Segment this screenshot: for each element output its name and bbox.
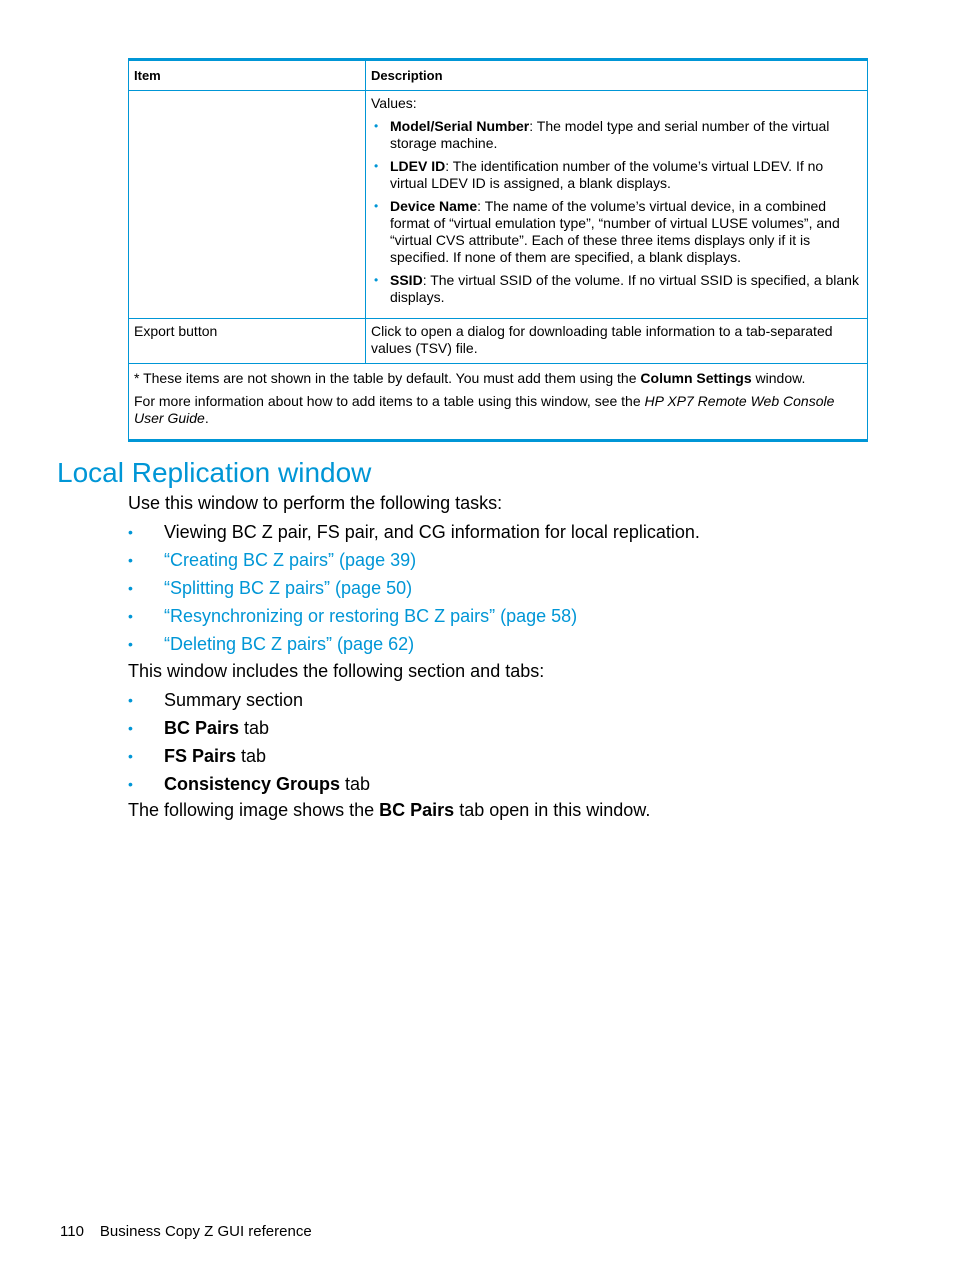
table-row bbox=[129, 91, 868, 319]
bullet-icon: • bbox=[128, 776, 133, 792]
table-row bbox=[129, 319, 868, 364]
list-item bbox=[128, 518, 888, 546]
task-link[interactable]: “Resynchronizing or restoring BC Z pairs” (page 58) bbox=[164, 606, 578, 626]
list-item bbox=[128, 770, 888, 798]
task-link[interactable]: “Deleting BC Z pairs” (page 62) bbox=[164, 634, 415, 654]
includes-list bbox=[128, 686, 888, 798]
note-text: * These items are not shown in the table by default. You must add them using the bbox=[134, 370, 641, 386]
bullet-icon: • bbox=[374, 199, 379, 213]
include-bold: FS Pairs bbox=[164, 746, 237, 766]
include-bold: Consistency Groups bbox=[164, 774, 341, 794]
include-text: Summary section bbox=[164, 690, 304, 710]
values-list bbox=[371, 118, 862, 306]
description-table bbox=[128, 58, 868, 442]
include-text: tab bbox=[340, 774, 371, 794]
list-item bbox=[371, 272, 862, 306]
tasks-intro: Use this window to perform the following tasks: bbox=[128, 493, 503, 513]
guide-title: HP XP7 Remote Web Console User Guide bbox=[134, 393, 835, 426]
bullet-icon: • bbox=[374, 119, 379, 133]
bullet-icon: • bbox=[128, 748, 133, 764]
row-item-cell: Export button bbox=[129, 319, 366, 364]
term-text: : The virtual SSID of the volume. If no virtual SSID is specified, a blank displays. bbox=[390, 272, 859, 305]
term-text: : The name of the volume’s virtual device, in a combined format of “virtual emulation type”, “number of virtual LUSE volumes”, and “virtual CVS attribute”. Each of these three items displays only if it is specified. If none of them are specified, a blank displays. bbox=[390, 198, 840, 265]
link-deleting-pairs[interactable] bbox=[128, 630, 888, 658]
bullet-icon: • bbox=[128, 692, 133, 708]
bullet-icon: • bbox=[374, 273, 379, 287]
footer-title: Business Copy Z GUI reference bbox=[99, 1223, 312, 1240]
note-line bbox=[134, 393, 862, 427]
list-item bbox=[128, 742, 888, 770]
note-text: window. bbox=[751, 370, 806, 386]
note-bold: Column Settings bbox=[640, 370, 752, 386]
bullet-icon: • bbox=[128, 524, 133, 540]
list-item bbox=[128, 714, 888, 742]
bullet-icon: • bbox=[128, 720, 133, 736]
list-item bbox=[371, 118, 862, 152]
term: SSID bbox=[390, 272, 423, 288]
row-description-cell: Click to open a dialog for downloading table information to a tab-separated values (TSV) file. bbox=[366, 319, 868, 364]
term-text: : The model type and serial number of the virtual storage machine. bbox=[390, 118, 830, 151]
include-bold: BC Pairs bbox=[164, 718, 240, 738]
task-link[interactable]: “Creating BC Z pairs” (page 39) bbox=[164, 550, 417, 570]
include-text: tab bbox=[239, 718, 270, 738]
closing-bold: BC Pairs bbox=[379, 800, 455, 820]
values-intro: Values: bbox=[371, 95, 417, 111]
row-item-cell bbox=[129, 91, 366, 319]
note-line bbox=[134, 370, 862, 387]
bullet-icon: • bbox=[128, 636, 133, 652]
term-text: : The identification number of the volume’s virtual LDEV. If no virtual LDEV ID is assigned, a blank displays. bbox=[390, 158, 824, 191]
closing-pre: The following image shows the bbox=[128, 800, 380, 820]
task-link[interactable]: “Splitting BC Z pairs” (page 50) bbox=[164, 578, 413, 598]
list-item bbox=[128, 686, 888, 714]
table-header-row bbox=[129, 60, 868, 91]
note-text: For more information about how to add items to a table using this window, see the bbox=[134, 393, 645, 409]
row-description-cell bbox=[366, 91, 868, 319]
table-note bbox=[129, 364, 868, 441]
list-item bbox=[371, 198, 862, 266]
bullet-icon: • bbox=[128, 552, 133, 568]
includes-intro: This window includes the following section and tabs: bbox=[128, 661, 545, 681]
page-footer bbox=[60, 1222, 312, 1242]
task-text: Viewing BC Z pair, FS pair, and CG information for local replication. bbox=[164, 522, 700, 542]
include-text: tab bbox=[236, 746, 267, 766]
table-note-row bbox=[129, 364, 868, 441]
term: Model/Serial Number bbox=[390, 118, 530, 134]
link-splitting-pairs[interactable] bbox=[128, 574, 888, 602]
note-text: . bbox=[204, 410, 209, 426]
bullet-icon: • bbox=[128, 580, 133, 596]
closing-text bbox=[128, 799, 888, 821]
bullet-icon: • bbox=[128, 608, 133, 624]
term: LDEV ID bbox=[390, 158, 446, 174]
closing-post: tab open in this window. bbox=[454, 800, 651, 820]
list-item bbox=[371, 158, 862, 192]
link-creating-pairs[interactable] bbox=[128, 546, 888, 574]
page-number: 110 bbox=[60, 1223, 84, 1240]
section-title: Local Replication window bbox=[57, 457, 372, 488]
tasks-list bbox=[128, 518, 888, 658]
bullet-icon: • bbox=[374, 159, 379, 173]
header-item: Item bbox=[129, 60, 366, 91]
header-description: Description bbox=[366, 60, 868, 91]
link-resync-pairs[interactable] bbox=[128, 602, 888, 630]
term: Device Name bbox=[390, 198, 478, 214]
